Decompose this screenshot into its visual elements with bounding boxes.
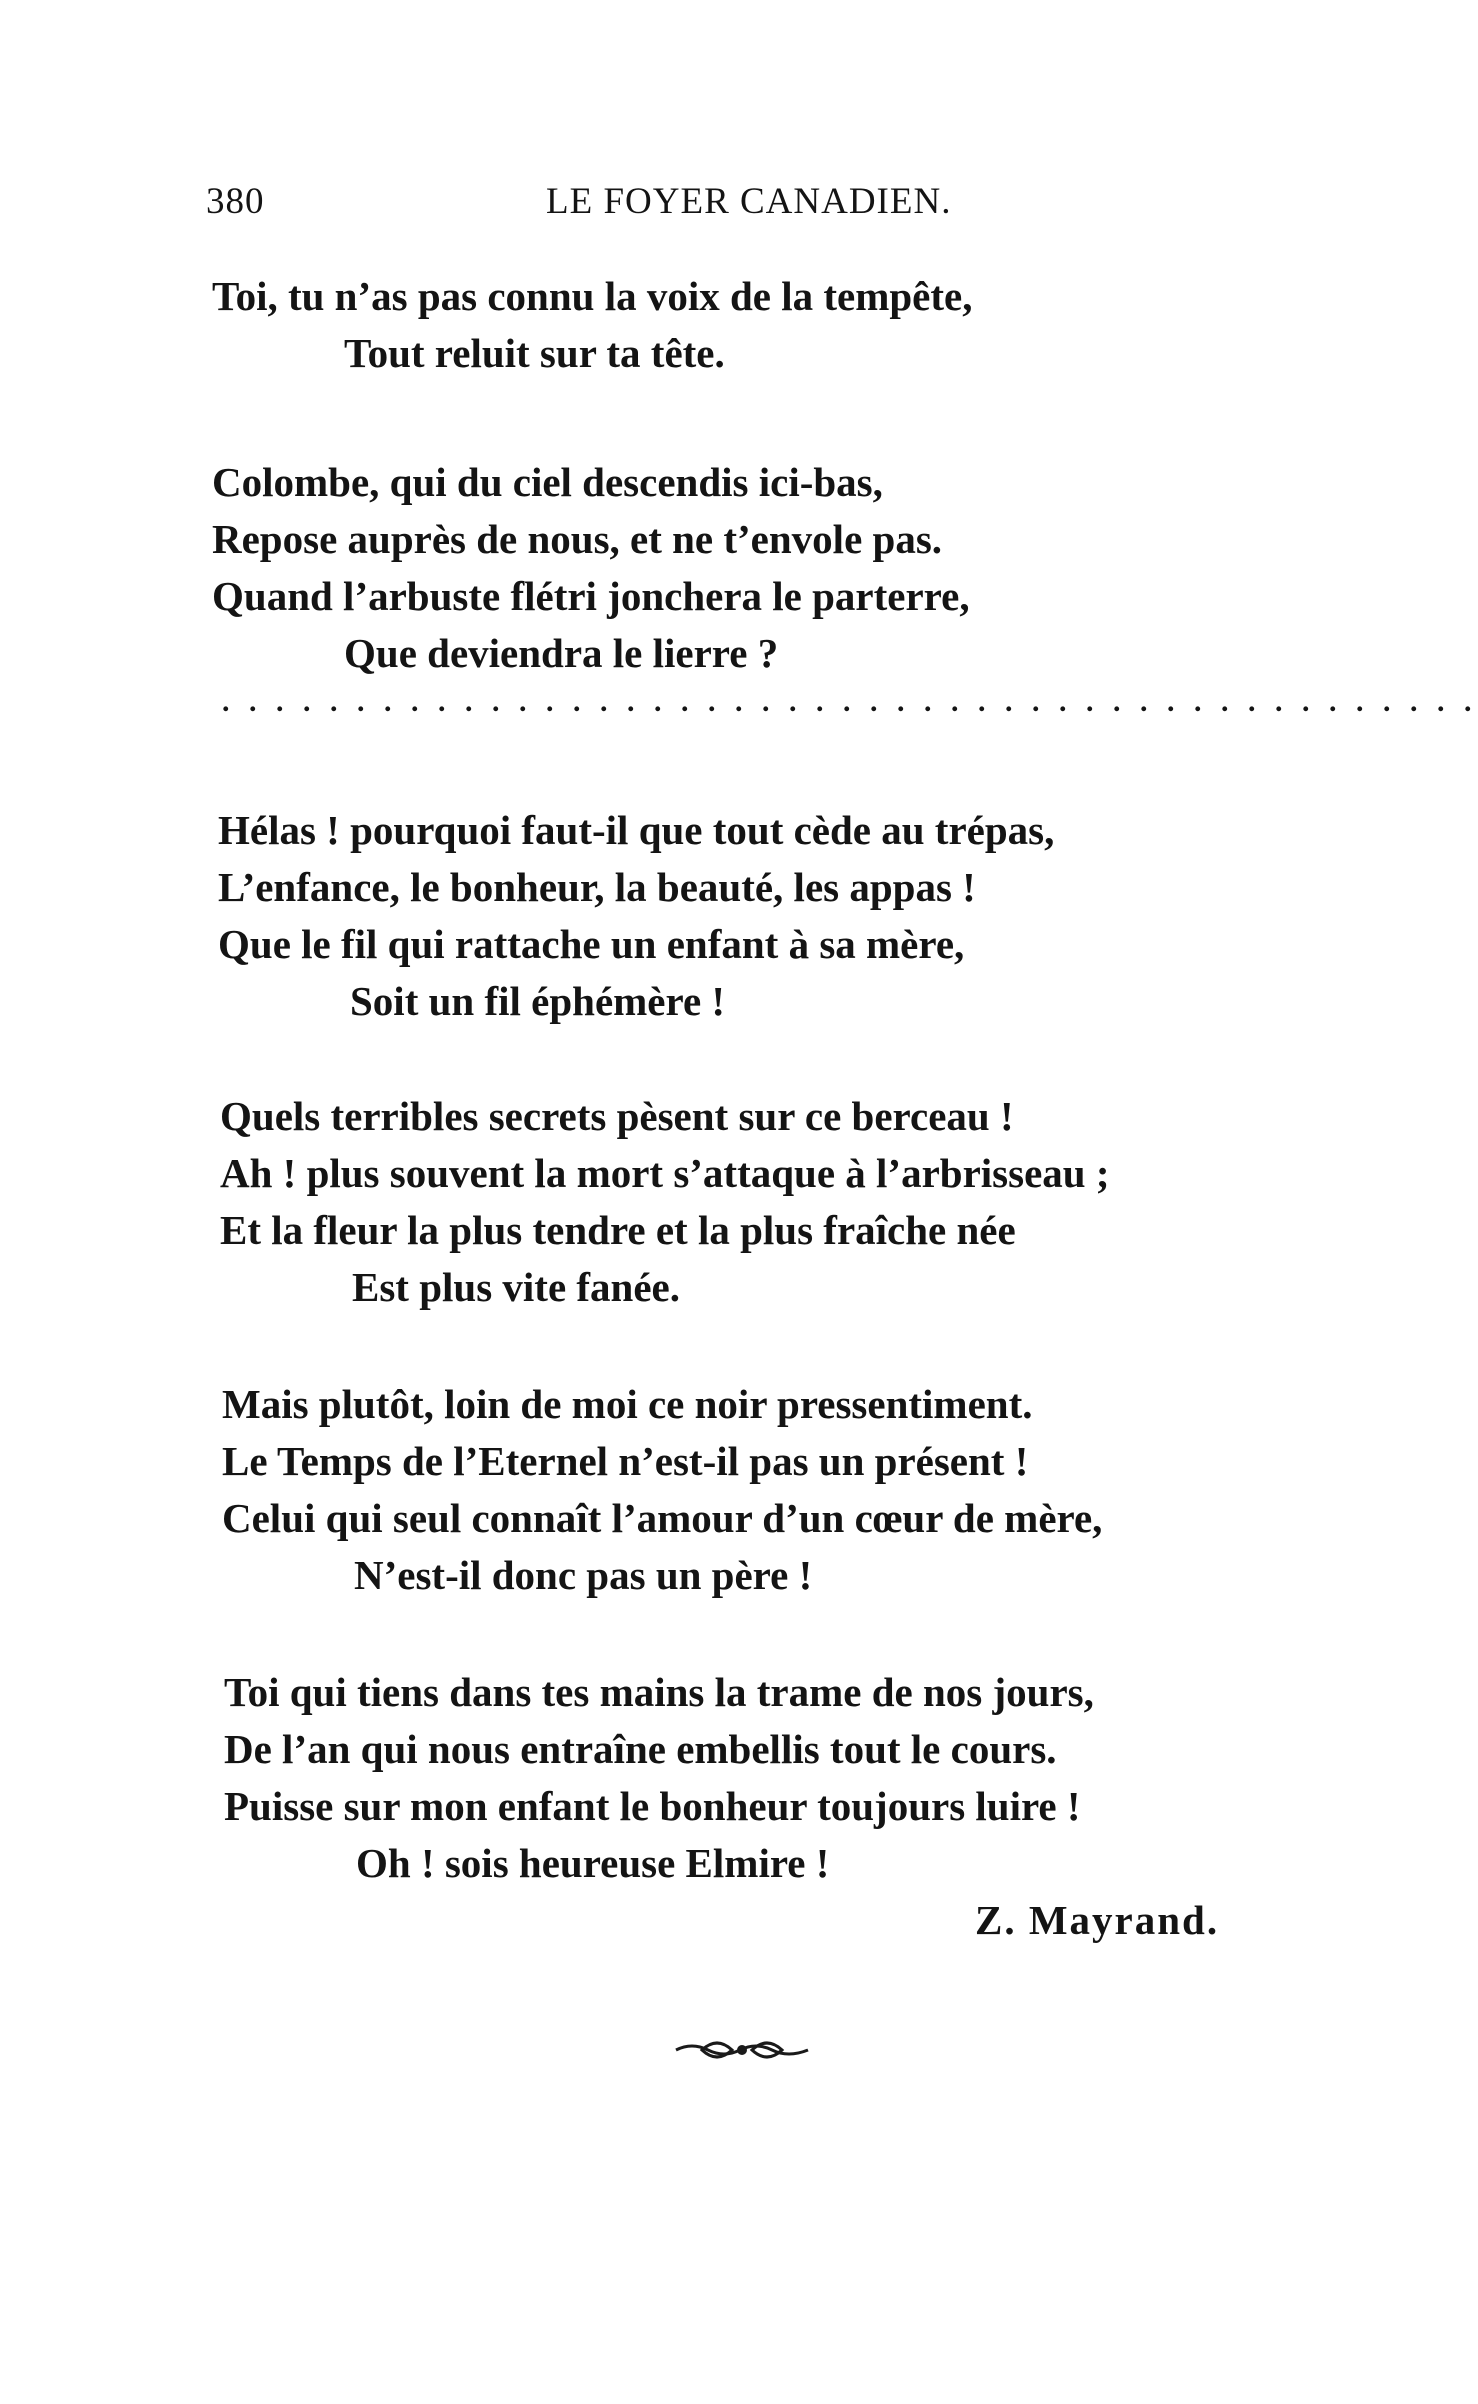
page-header xyxy=(206,180,1216,230)
poem-line: Ah ! plus souvent la mort s’attaque à l’arbrisseau ; xyxy=(220,1150,1110,1196)
poem-line: Est plus vite fanée. xyxy=(352,1264,680,1310)
poem-line: Que le fil qui rattache un enfant à sa mère, xyxy=(218,921,965,967)
poem-line: Quand l’arbuste flétri jonchera le parterre, xyxy=(212,573,970,619)
poem-line: Oh ! sois heureuse Elmire ! xyxy=(356,1840,830,1886)
page-number: 380 xyxy=(206,181,265,222)
poem-line: Soit un fil éphémère ! xyxy=(350,978,726,1024)
poem-line: Repose auprès de nous, et ne t’envole pas. xyxy=(212,516,943,562)
poem-line: De l’an qui nous entraîne embellis tout le cours. xyxy=(224,1726,1057,1772)
poem-line: Toi, tu n’as pas connu la voix de la tempête, xyxy=(212,273,973,319)
stanza-1 xyxy=(212,268,972,382)
poem-line: L’enfance, le bonheur, la beauté, les appas ! xyxy=(218,864,976,910)
stanza-4 xyxy=(220,1088,1110,1316)
poem-line: Puisse sur mon enfant le bonheur toujours luire ! xyxy=(224,1783,1081,1829)
dotted-separator: . . . . . . . . . . . . . . . . . . . . . . . . . . . . . . . . . . . . . . . . . . . . . . . xyxy=(222,685,1478,718)
stanza-2 xyxy=(212,454,970,682)
poem-line: Quels terribles secrets pèsent sur ce berceau ! xyxy=(220,1093,1014,1139)
poem-line: Mais plutôt, loin de moi ce noir pressentiment. xyxy=(222,1381,1033,1427)
poem-line: Celui qui seul connaît l’amour d’un cœur de mère, xyxy=(222,1495,1103,1541)
running-title: LE FOYER CANADIEN. xyxy=(546,181,952,222)
author-signature: Z. Mayrand. xyxy=(975,1897,1220,1943)
stanza-5 xyxy=(222,1376,1102,1604)
poem-line: N’est-il donc pas un père ! xyxy=(354,1552,813,1598)
poem-line: Et la fleur la plus tendre et la plus fraîche née xyxy=(220,1207,1016,1253)
stanza-6 xyxy=(224,1664,1094,1892)
poem-line: Hélas ! pourquoi faut-il que tout cède au trépas, xyxy=(218,807,1055,853)
ornament-icon xyxy=(672,2030,812,2070)
poem-line: Tout reluit sur ta tête. xyxy=(344,330,725,376)
stanza-3 xyxy=(218,802,1054,1030)
poem-line: Toi qui tiens dans tes mains la trame de nos jours, xyxy=(224,1669,1094,1715)
poem-line: Le Temps de l’Eternel n’est-il pas un présent ! xyxy=(222,1438,1029,1484)
poem-line: Colombe, qui du ciel descendis ici-bas, xyxy=(212,459,883,505)
poem-line: Que deviendra le lierre ? xyxy=(344,630,779,676)
